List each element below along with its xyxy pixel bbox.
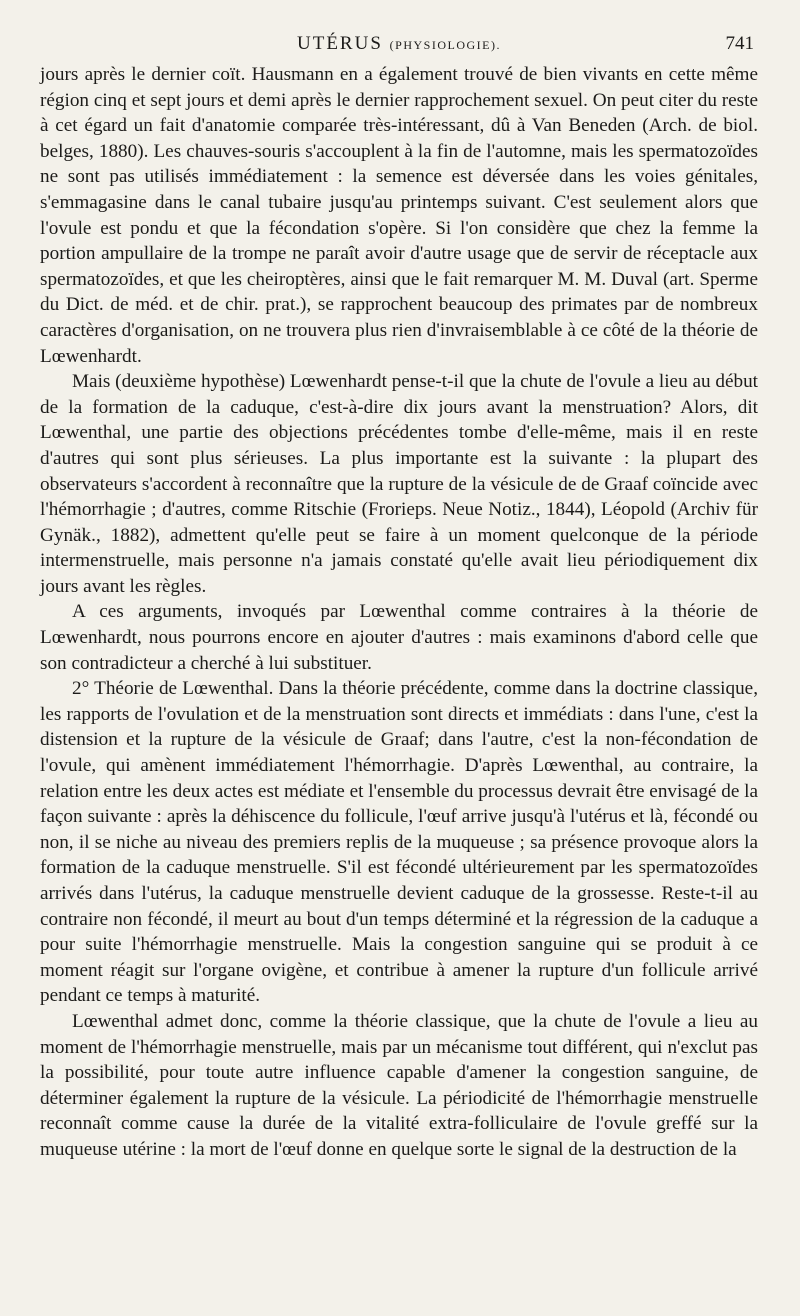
paragraph-arguments: A ces arguments, invoqués par Lœwenthal comme contraires à la théorie de Lœwenhardt, nous pourrons encore en ajouter d'autres : mais examinons d'abord celle que son contradicteur a cherché à lui substituer. <box>40 601 758 674</box>
running-title: UTÉRUS <box>297 33 383 54</box>
body-text <box>40 62 758 1163</box>
paragraph-loewenthal-admits: Lœwenthal admet donc, comme la théorie classique, que la chute de l'ovule a lieu au moment de l'hémorrhagie menstruelle, mais par un mécanisme tout différent, qui n'exclut pas la possibilité, pour toute autre influence capable d'amener la congestion sanguine, de déterminer également la rupture de la vésicule. La périodicité de l'hémorrhagie menstruelle reconnaît comme cause la durée de la vitalité extra-folliculaire de l'ovule greffé sur la muqueuse utérine : la mort de l'œuf donne en quelque sorte le signal de la destruction de la <box>40 1010 758 1160</box>
paragraph-theory-loewenthal: 2° Théorie de Lœwenthal. Dans la théorie précédente, comme dans la doctrine classique, les rapports de l'ovulation et de la menstruation sont directs et immédiats : dans l'une, c'est la distension et la rupture de la vésicule de Graaf; dans l'autre, c'est la non-fécondation de l'ovule, qui amènent immédiatement l'hémorrhagie. D'après Lœwenthal, au contraire, la relation entre les deux actes est médiate et l'ensemble du processus devrait être envisagé de la façon suivante : après la déhiscence du follicule, l'œuf arrive jusqu'à l'utérus et là, fécondé ou non, il se niche au niveau des premiers replis de la muqueuse ; sa présence provoque alors la formation de la caduque menstruelle. S'il est fécondé ultérieurement par les spermatozoïdes arrivés dans l'utérus, la caduque menstruelle devient caduque de la grossesse. Reste-t-il au contraire non fécondé, il meurt au bout d'un temps déterminé et la régression de la caduque a pour suite l'hémorrhagie menstruelle. Mais la congestion sanguine qui se produit à ce moment réagit sur l'organe ovigène, et contribue à amener la rupture d'un follicule arrivé pendant ce temps à maturité. <box>40 678 758 1007</box>
running-section: (PHYSIOLOGIE). <box>389 38 501 52</box>
paragraph-second-hypothesis: Mais (deuxième hypothèse) Lœwenhardt pense-t-il que la chute de l'ovule a lieu au début de la formation de la caduque, c'est-à-dire dix jours avant la menstruation? Alors, dit Lœwenthal, une partie des objections précédentes tombe d'elle-même, mais il en reste d'autres qui sont plus sérieuses. La plus importante est la suivante : la plupart des observateurs s'accordent à reconnaître que la rupture de la vésicule de de Graaf coïncide avec l'hémorrhagie ; d'autres, comme Ritschie (Frorieps. Neue Notiz., 1844), Léopold (Archiv für Gynäk., 1882), admettent qu'elle peut se faire à un moment quelconque de la période intermenstruelle, mais personne n'a jamais constaté qu'elle avait lieu périodiquement dix jours avant les règles. <box>40 371 758 597</box>
paragraph-continuation: jours après le dernier coït. Hausmann en a également trouvé de bien vivants en cette même région cinq et sept jours et demi après le dernier rapprochement sexuel. On peut citer du reste à cet égard un fait d'anatomie comparée très-intéressant, dû à Van Beneden (Arch. de biol. belges, 1880). Les chauves-souris s'accouplent à la fin de l'automne, mais les spermatozoïdes ne sont pas utilisés immédiatement : la semence est déversée dans les voies génitales, s'emmagasine dans le canal tubaire jusqu'au printemps suivant. C'est seulement alors que l'ovule est pondu et que la fécondation s'opère. Si l'on considère que chez la femme la portion ampullaire de la trompe ne paraît avoir d'autre usage que de servir de réceptacle aux spermatozoïdes, et que les cheiroptères, ainsi que le fait remarquer M. M. Duval (art. Sperme du Dict. de méd. et de chir. prat.), se rapprochent beaucoup des primates par de nombreux caractères d'organisation, on ne trouvera plus rien d'invraisemblable à ce côté de la théorie de Lœwenhardt. <box>40 64 758 367</box>
running-head <box>40 26 758 62</box>
page-number: 741 <box>725 33 754 54</box>
